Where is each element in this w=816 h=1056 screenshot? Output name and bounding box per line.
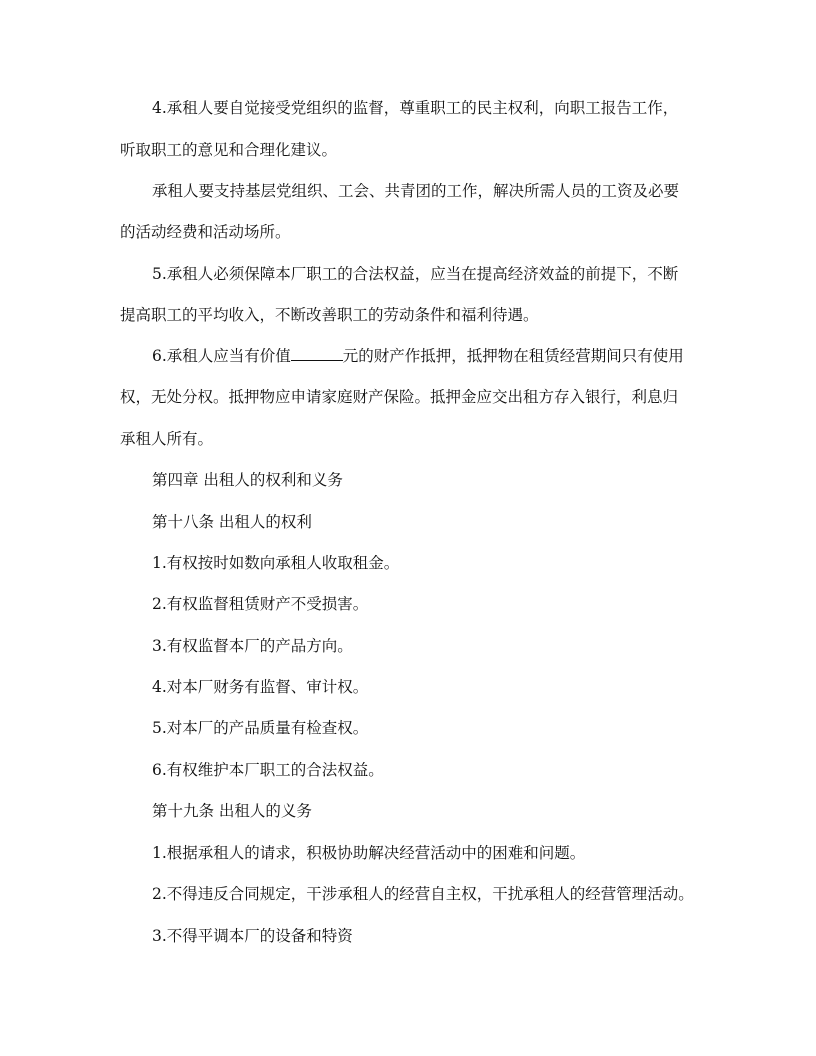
- list-item: 3.不得平调本厂的设备和特资: [152, 927, 353, 945]
- list-item: 5.对本厂的产品质量有检查权。: [152, 719, 369, 737]
- paragraph-line: 承租人所有。: [120, 430, 214, 448]
- paragraph-text: 6.承租人应当有价值: [152, 347, 291, 365]
- paragraph-line: 的活动经费和活动场所。: [120, 223, 291, 241]
- list-item: 2.有权监督租赁财产不受损害。: [152, 595, 369, 613]
- paragraph-text: 元的财产作抵押，抵押物在租赁经营期间只有使用: [342, 347, 684, 365]
- list-item: 4.对本厂财务有监督、审计权。: [152, 678, 369, 696]
- list-item: 1.有权按时如数向承租人收取租金。: [152, 554, 400, 572]
- list-item: 6.有权维护本厂职工的合法权益。: [152, 761, 384, 779]
- article-heading: 第十八条 出租人的权利: [152, 513, 312, 531]
- fill-in-blank: [291, 346, 343, 361]
- paragraph-line: 承租人要支持基层党组织、工会、共青团的工作，解决所需人员的工资及必要: [152, 182, 680, 200]
- list-item: 1.根据承租人的请求，积极协助解决经营活动中的困难和问题。: [152, 844, 586, 862]
- paragraph-line: 听取职工的意见和合理化建议。: [120, 141, 338, 159]
- paragraph-line: 提高职工的平均收入，不断改善职工的劳动条件和福利待遇。: [120, 306, 539, 324]
- list-item: 2.不得违反合同规定，干涉承租人的经营自主权，干扰承租人的经营管理活动。: [152, 885, 694, 903]
- paragraph-line: 权，无处分权。抵押物应申请家庭财产保险。抵押金应交出租方存入银行，利息归: [120, 388, 679, 406]
- chapter-heading: 第四章 出租人的权利和义务: [152, 471, 343, 489]
- paragraph-line-with-blank: [152, 346, 684, 366]
- paragraph-line: 4.承租人要自觉接受党组织的监督，尊重职工的民主权利，向职工报告工作，: [152, 99, 679, 117]
- list-item: 3.有权监督本厂的产品方向。: [152, 637, 353, 655]
- article-heading: 第十九条 出租人的义务: [152, 802, 312, 820]
- paragraph-line: 5.承租人必须保障本厂职工的合法权益，应当在提高经济效益的前提下，不断: [152, 265, 679, 283]
